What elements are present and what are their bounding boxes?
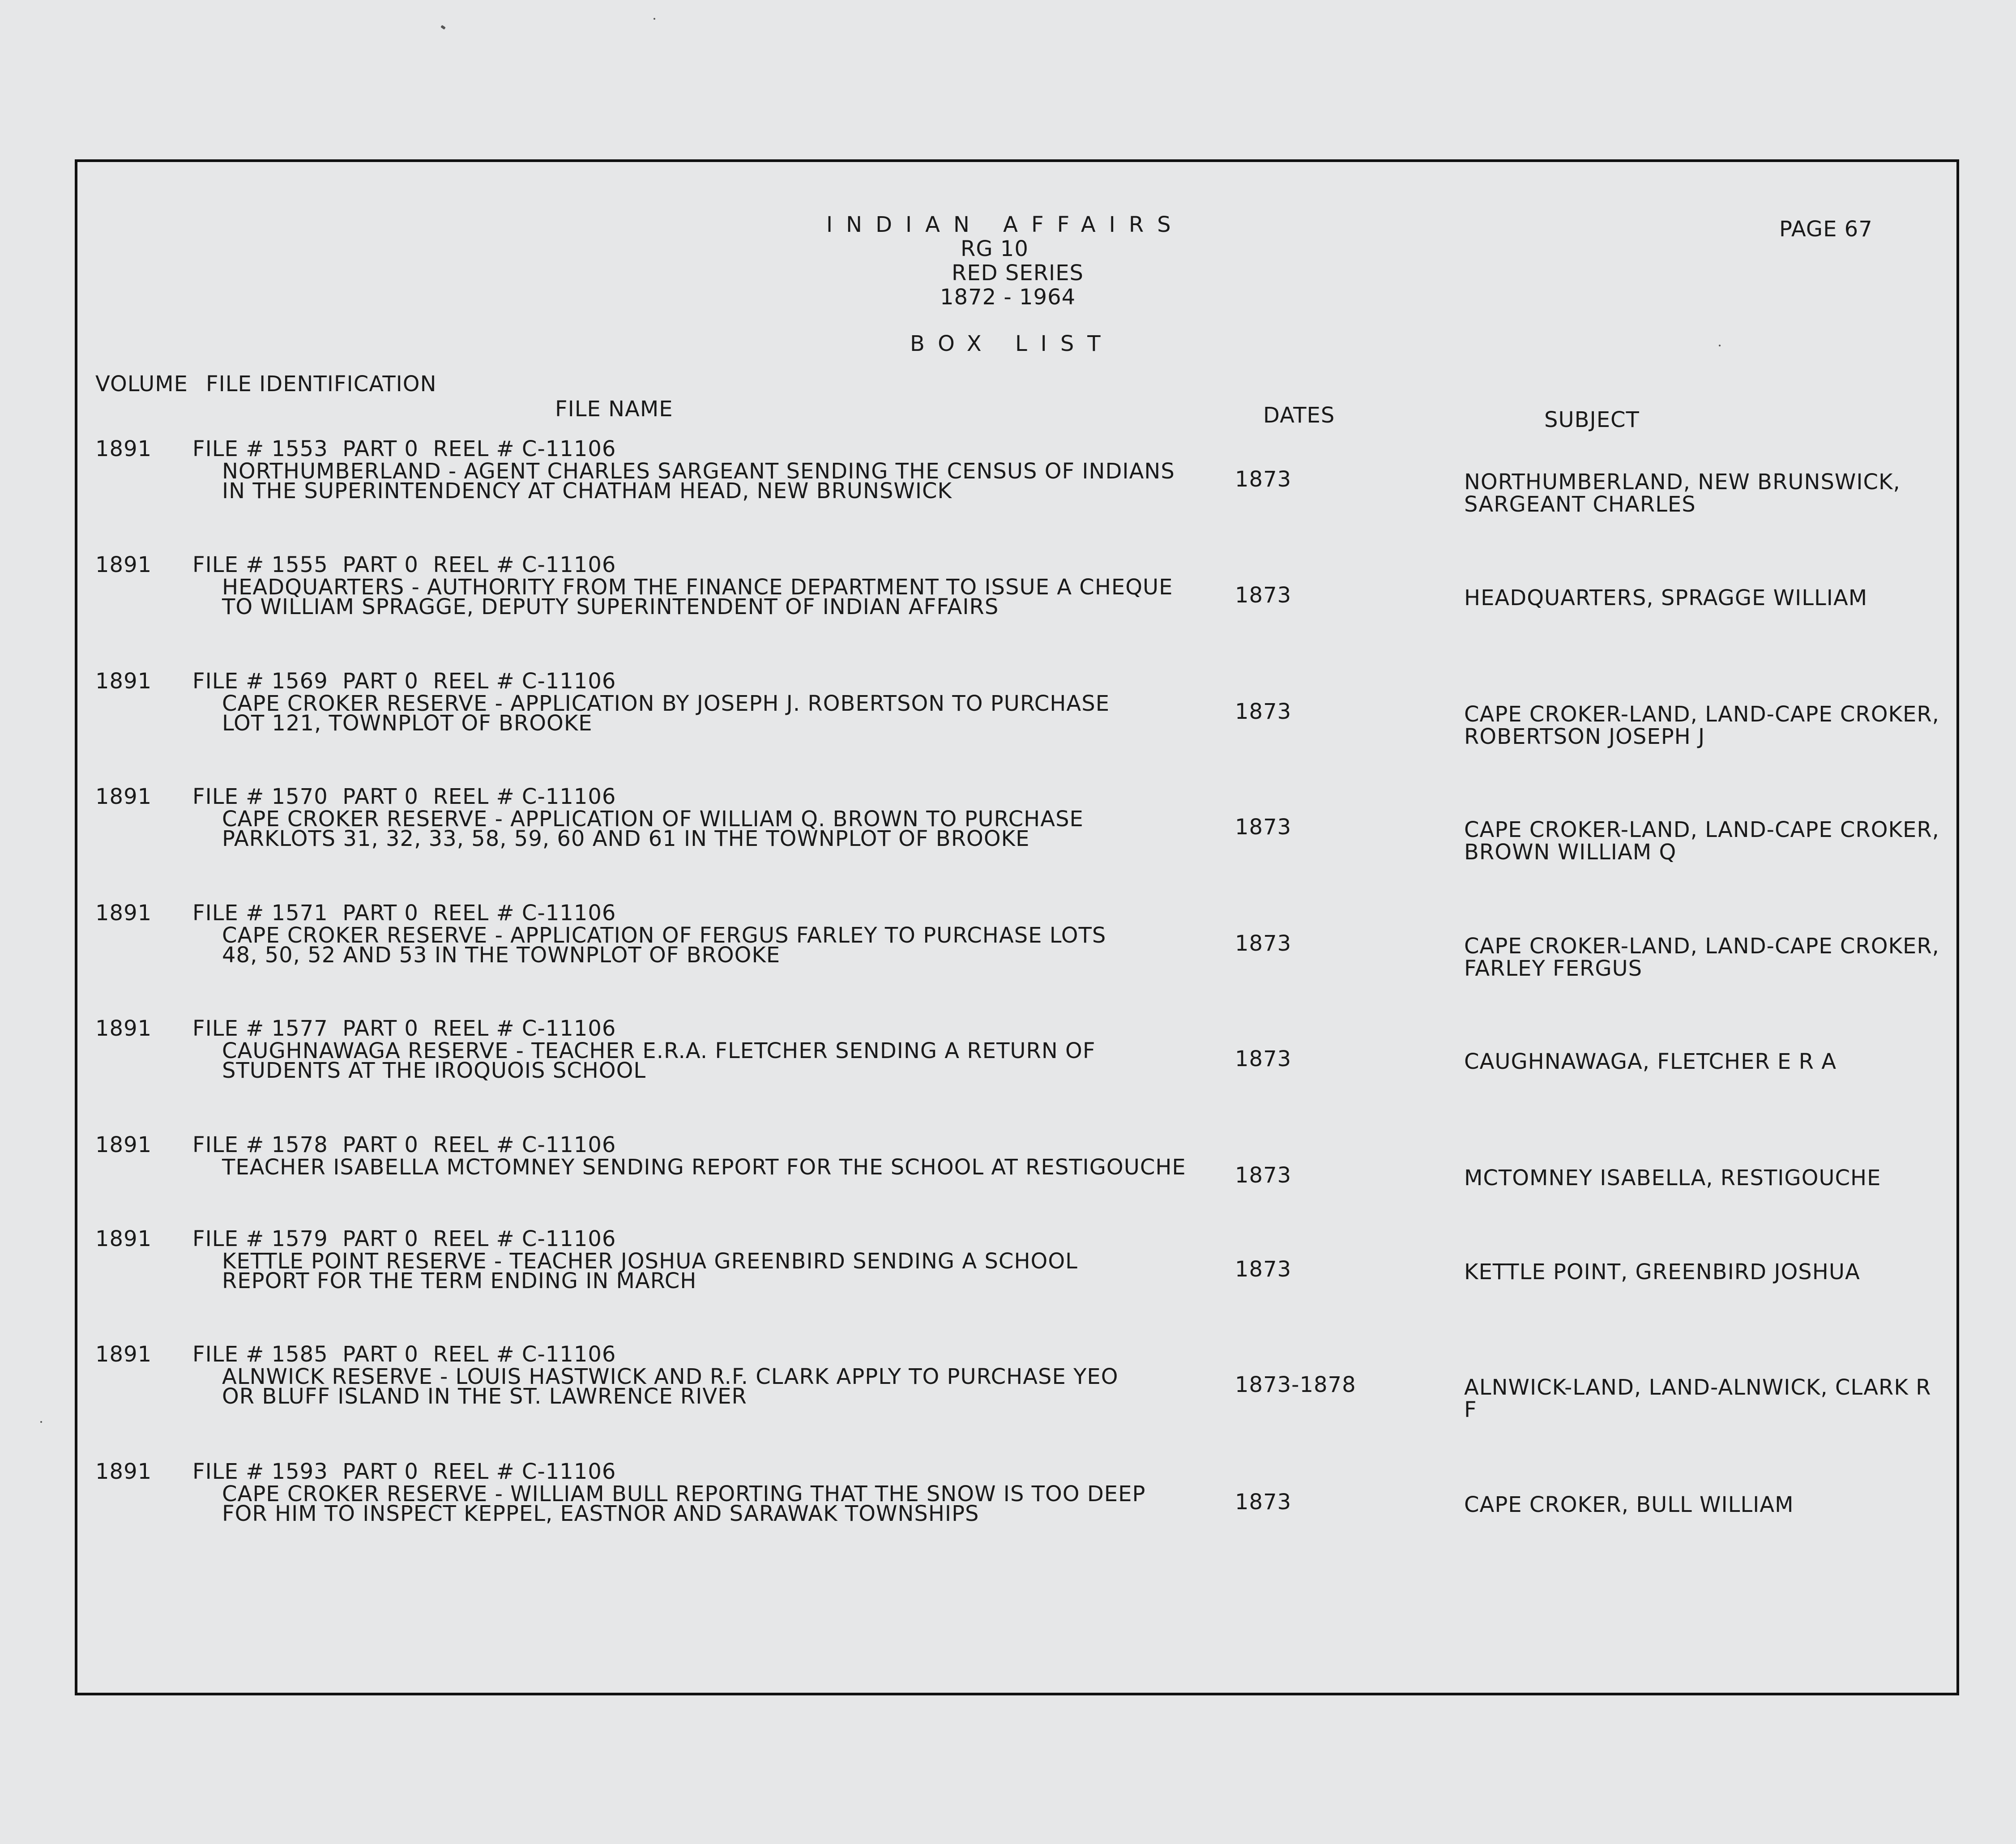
record-file-name-line1: CAPE CROKER RESERVE - WILLIAM BULL REPORTING THAT THE SNOW IS TOO DEEP bbox=[222, 1481, 1146, 1507]
record-subject-line2: BROWN WILLIAM Q bbox=[1464, 840, 1677, 865]
record-file-name-line2: REPORT FOR THE TERM ENDING IN MARCH bbox=[222, 1268, 697, 1293]
record-file-name-line1: TEACHER ISABELLA MCTOMNEY SENDING REPORT FOR THE SCHOOL AT RESTIGOUCHE bbox=[222, 1155, 1186, 1180]
record-subject-line2: F bbox=[1464, 1397, 1477, 1422]
record-file-id: FILE # 1579 PART 0 REEL # C-11106 bbox=[192, 1226, 616, 1251]
record-subject-line2: SARGEANT CHARLES bbox=[1464, 492, 1696, 517]
record-file-id: FILE # 1585 PART 0 REEL # C-11106 bbox=[192, 1342, 616, 1367]
record-volume: 1891 bbox=[95, 1016, 152, 1041]
record-dates: 1873 bbox=[1235, 1046, 1292, 1071]
record-file-id: FILE # 1570 PART 0 REEL # C-11106 bbox=[192, 784, 616, 809]
record-file-name-line1: NORTHUMBERLAND - AGENT CHARLES SARGEANT SENDING THE CENSUS OF INDIANS bbox=[222, 459, 1175, 484]
record-file-name-line2: FOR HIM TO INSPECT KEPPEL, EASTNOR AND SARAWAK TOWNSHIPS bbox=[222, 1501, 979, 1526]
record-volume: 1891 bbox=[95, 1459, 152, 1484]
record-file-name-line1: CAPE CROKER RESERVE - APPLICATION OF FERGUS FARLEY TO PURCHASE LOTS bbox=[222, 923, 1106, 948]
record-file-name-line1: ALNWICK RESERVE - LOUIS HASTWICK AND R.F. CLARK APPLY TO PURCHASE YEO bbox=[222, 1364, 1119, 1389]
record-subject-line1: NORTHUMBERLAND, NEW BRUNSWICK, bbox=[1464, 470, 1901, 495]
record-file-id: FILE # 1569 PART 0 REEL # C-11106 bbox=[192, 669, 616, 694]
record-volume: 1891 bbox=[95, 552, 152, 577]
document-title: INDIAN AFFAIRS bbox=[826, 212, 1184, 237]
record-dates: 1873-1878 bbox=[1235, 1372, 1356, 1397]
record-file-id: FILE # 1553 PART 0 REEL # C-11106 bbox=[192, 436, 616, 461]
record-dates: 1873 bbox=[1235, 583, 1292, 608]
record-file-name-line2: LOT 121, TOWNPLOT OF BROOKE bbox=[222, 711, 593, 736]
record-file-name-line2: 48, 50, 52 AND 53 IN THE TOWNPLOT OF BROOKE bbox=[222, 943, 781, 968]
record-file-name-line1: CAPE CROKER RESERVE - APPLICATION OF WILLIAM Q. BROWN TO PURCHASE bbox=[222, 807, 1084, 832]
document-frame bbox=[75, 159, 1959, 1695]
scan-speck bbox=[40, 1421, 42, 1423]
record-file-name-line2: STUDENTS AT THE IROQUOIS SCHOOL bbox=[222, 1058, 646, 1083]
record-subject-line1: CAPE CROKER-LAND, LAND-CAPE CROKER, bbox=[1464, 702, 1939, 727]
record-file-id: FILE # 1593 PART 0 REEL # C-11106 bbox=[192, 1459, 616, 1484]
record-file-id: FILE # 1578 PART 0 REEL # C-11106 bbox=[192, 1132, 616, 1157]
page-number: PAGE 67 bbox=[1779, 217, 1873, 242]
record-dates: 1873 bbox=[1235, 699, 1292, 724]
column-header-volume: VOLUME bbox=[95, 371, 188, 397]
record-file-name-line2: PARKLOTS 31, 32, 33, 58, 59, 60 AND 61 IN THE TOWNPLOT OF BROOKE bbox=[222, 826, 1030, 851]
record-subject-line1: KETTLE POINT, GREENBIRD JOSHUA bbox=[1464, 1259, 1860, 1285]
column-header-file-identification: FILE IDENTIFICATION bbox=[206, 371, 437, 397]
box-list-heading: BOX LIST bbox=[910, 331, 1114, 356]
record-volume: 1891 bbox=[95, 784, 152, 809]
record-subject-line2: ROBERTSON JOSEPH J bbox=[1464, 724, 1705, 749]
record-subject-line1: MCTOMNEY ISABELLA, RESTIGOUCHE bbox=[1464, 1165, 1881, 1191]
record-volume: 1891 bbox=[95, 436, 152, 461]
column-header-dates: DATES bbox=[1263, 403, 1335, 428]
record-volume: 1891 bbox=[95, 1226, 152, 1251]
record-subject-line1: CAPE CROKER-LAND, LAND-CAPE CROKER, bbox=[1464, 817, 1939, 842]
record-dates: 1873 bbox=[1235, 1490, 1292, 1515]
record-dates: 1873 bbox=[1235, 1257, 1292, 1282]
scan-speck bbox=[440, 25, 446, 30]
scan-speck bbox=[653, 18, 655, 20]
record-file-name-line2: TO WILLIAM SPRAGGE, DEPUTY SUPERINTENDENT OF INDIAN AFFAIRS bbox=[222, 594, 999, 619]
record-file-id: FILE # 1555 PART 0 REEL # C-11106 bbox=[192, 552, 616, 577]
record-subject-line1: ALNWICK-LAND, LAND-ALNWICK, CLARK R bbox=[1464, 1375, 1931, 1400]
column-header-file-name: FILE NAME bbox=[555, 397, 673, 422]
record-dates: 1873 bbox=[1235, 1163, 1292, 1188]
column-header-subject: SUBJECT bbox=[1544, 407, 1640, 432]
record-file-name-line1: KETTLE POINT RESERVE - TEACHER JOSHUA GREENBIRD SENDING A SCHOOL bbox=[222, 1249, 1078, 1274]
record-subject-line1: CAPE CROKER-LAND, LAND-CAPE CROKER, bbox=[1464, 934, 1939, 959]
record-volume: 1891 bbox=[95, 669, 152, 694]
record-subject-line2: FARLEY FERGUS bbox=[1464, 956, 1643, 981]
record-file-name-line1: CAUGHNAWAGA RESERVE - TEACHER E.R.A. FLETCHER SENDING A RETURN OF bbox=[222, 1038, 1096, 1063]
record-subject-line1: CAPE CROKER, BULL WILLIAM bbox=[1464, 1492, 1794, 1517]
record-dates: 1873 bbox=[1235, 815, 1292, 840]
record-file-id: FILE # 1571 PART 0 REEL # C-11106 bbox=[192, 901, 616, 926]
record-file-name-line2: IN THE SUPERINTENDENCY AT CHATHAM HEAD, NEW BRUNSWICK bbox=[222, 478, 952, 504]
record-file-name-line1: CAPE CROKER RESERVE - APPLICATION BY JOSEPH J. ROBERTSON TO PURCHASE bbox=[222, 691, 1110, 716]
record-file-name-line1: HEADQUARTERS - AUTHORITY FROM THE FINANCE DEPARTMENT TO ISSUE A CHEQUE bbox=[222, 575, 1173, 600]
record-file-name-line2: OR BLUFF ISLAND IN THE ST. LAWRENCE RIVER bbox=[222, 1384, 747, 1409]
record-volume: 1891 bbox=[95, 901, 152, 926]
record-dates: 1873 bbox=[1235, 931, 1292, 956]
record-file-id: FILE # 1577 PART 0 REEL # C-11106 bbox=[192, 1016, 616, 1041]
record-group: RG 10 bbox=[961, 236, 1029, 261]
record-subject-line1: HEADQUARTERS, SPRAGGE WILLIAM bbox=[1464, 585, 1868, 610]
series-years: 1872 - 1964 bbox=[940, 285, 1076, 310]
record-volume: 1891 bbox=[95, 1342, 152, 1367]
series-name: RED SERIES bbox=[952, 260, 1084, 286]
record-subject-line1: CAUGHNAWAGA, FLETCHER E R A bbox=[1464, 1049, 1837, 1074]
record-volume: 1891 bbox=[95, 1132, 152, 1157]
record-dates: 1873 bbox=[1235, 467, 1292, 492]
